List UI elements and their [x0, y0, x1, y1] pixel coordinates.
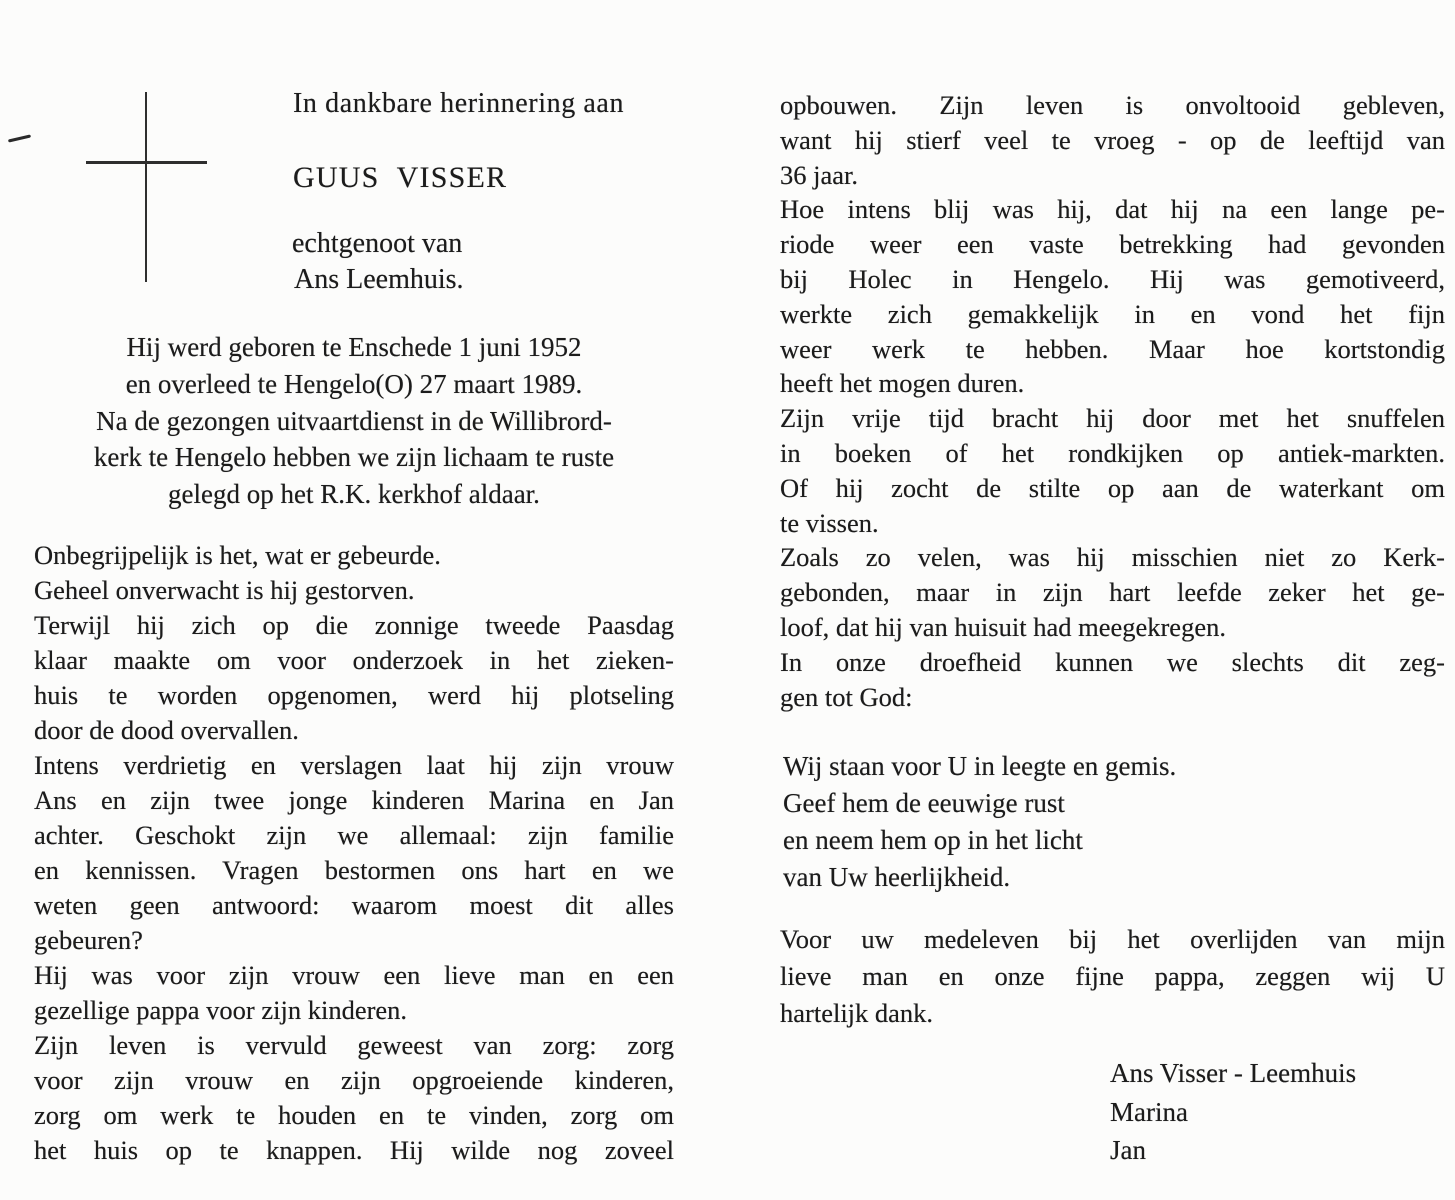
text-line: hartelijk dank.	[780, 998, 934, 1028]
text-line: Hoe intens blij was hij, dat hij na een lange pe-	[780, 194, 1445, 225]
text-line: Hij was voor zijn vrouw een lieve man en een	[34, 960, 674, 990]
text-line: klaar maakte om voor onderzoek in het zieken-	[34, 645, 674, 675]
prayer-paragraph	[783, 748, 1403, 896]
text-line: gebonden, maar in zijn hart leefde zeker het ge-	[780, 577, 1445, 608]
text-line: gezellige pappa voor zijn kinderen.	[34, 995, 408, 1025]
text-line: Wij staan voor U in leegte en gemis.	[783, 751, 1177, 781]
text-line: Voor uw medeleven bij het overlijden van mijn	[780, 924, 1445, 954]
text-line: en overleed te Hengelo(O) 27 maart 1989.	[125, 368, 583, 399]
text-line: te vissen.	[780, 507, 879, 538]
text-line: Geheel onverwacht is hij gestorven.	[34, 575, 415, 605]
text-line: achter. Geschokt zijn we allemaal: zijn familie	[34, 820, 674, 850]
text-line: Jan	[1110, 1135, 1146, 1165]
signatures-block	[1110, 1054, 1440, 1170]
life-dates-paragraph	[30, 329, 678, 513]
spouse-name: Ans Leemhuis.	[294, 264, 464, 295]
text-line: lieve man en onze fijne pappa, zeggen wij U	[780, 961, 1445, 991]
text-line: het huis op te knappen. Hij wilde nog zoveel	[34, 1135, 674, 1165]
text-line: loof, dat hij van huisuit had meegekregen.	[780, 611, 1226, 642]
text-line: Hij werd geboren te Enschede 1 juni 1952	[126, 332, 582, 362]
text-line: zorg om werk te houden en te vinden, zorg om	[34, 1100, 674, 1130]
text-line: Zijn leven is vervuld geweest van zorg: zorg	[34, 1030, 674, 1060]
text-line: opbouwen. Zijn leven is onvoltooid gebleven,	[780, 90, 1445, 120]
text-line: heeft het mogen duren.	[780, 368, 1025, 399]
text-line: Of hij zocht de stilte op aan de waterkant om	[780, 472, 1445, 503]
text-line: gebeuren?	[34, 925, 143, 955]
text-line: huis te worden opgenomen, werd hij plotseling	[34, 680, 674, 710]
text-line: Marina	[1110, 1096, 1188, 1127]
text-line: voor zijn vrouw en zijn opgroeiende kinderen,	[34, 1065, 674, 1095]
text-line: en neem hem op in het licht	[783, 825, 1083, 855]
text-line: bij Holec in Hengelo. Hij was gemotiveerd,	[780, 263, 1445, 294]
text-line: Ans en zijn twee jonge kinderen Marina en Jan	[34, 785, 674, 815]
memorial-intro-text: In dankbare herinnering aan	[293, 88, 625, 119]
right-body-paragraph	[780, 88, 1445, 714]
text-line: Na de gezongen uitvaartdienst in de Willibrord-	[96, 405, 612, 436]
acknowledgement-paragraph	[780, 921, 1445, 1032]
text-line: Onbegrijpelijk is het, wat er gebeurde.	[34, 540, 441, 570]
text-line: Intens verdrietig en verslagen laat hij zijn vrouw	[34, 750, 674, 780]
text-line: Terwijl hij zich op die zonnige tweede Paasdag	[34, 610, 674, 640]
cross-icon	[86, 92, 207, 282]
text-line: In onze droefheid kunnen we slechts dit zeg-	[780, 646, 1445, 677]
text-line: Geef hem de eeuwige rust	[783, 788, 1065, 818]
text-line: 36 jaar.	[780, 159, 858, 190]
relation-label: echtgenoot van	[292, 228, 463, 259]
text-line: Zoals zo velen, was hij misschien niet zo Kerk-	[780, 542, 1445, 573]
text-line: Ans Visser - Leemhuis	[1110, 1058, 1357, 1088]
scan-artifact-mark	[8, 134, 31, 142]
cross-vertical-bar	[145, 92, 147, 282]
left-body-paragraph	[34, 538, 674, 1168]
deceased-name: GUUS VISSER	[293, 161, 508, 194]
text-line: Zijn vrije tijd bracht hij door met het snuffelen	[780, 403, 1445, 434]
text-line: kerk te Hengelo hebben we zijn lichaam te ruste	[93, 442, 615, 473]
text-line: gen tot God:	[780, 681, 913, 712]
text-line: in boeken of het rondkijken op antiek-markten.	[780, 437, 1445, 468]
text-line: want hij stierf veel te vroeg - op de leeftijd van	[780, 124, 1445, 155]
text-line: werkte zich gemakkelijk in en vond het fijn	[780, 298, 1445, 329]
text-line: gelegd op het R.K. kerkhof aldaar.	[168, 479, 540, 510]
text-line: van Uw heerlijkheid.	[783, 862, 1011, 892]
text-line: weten geen antwoord: waarom moest dit alles	[34, 890, 674, 920]
text-line: weer werk te hebben. Maar hoe kortstondig	[780, 333, 1445, 364]
cross-horizontal-bar	[86, 161, 207, 164]
text-line: en kennissen. Vragen bestormen ons hart en we	[34, 855, 674, 885]
text-line: door de dood overvallen.	[34, 715, 299, 745]
text-line: riode weer een vaste betrekking had gevonden	[780, 229, 1445, 260]
